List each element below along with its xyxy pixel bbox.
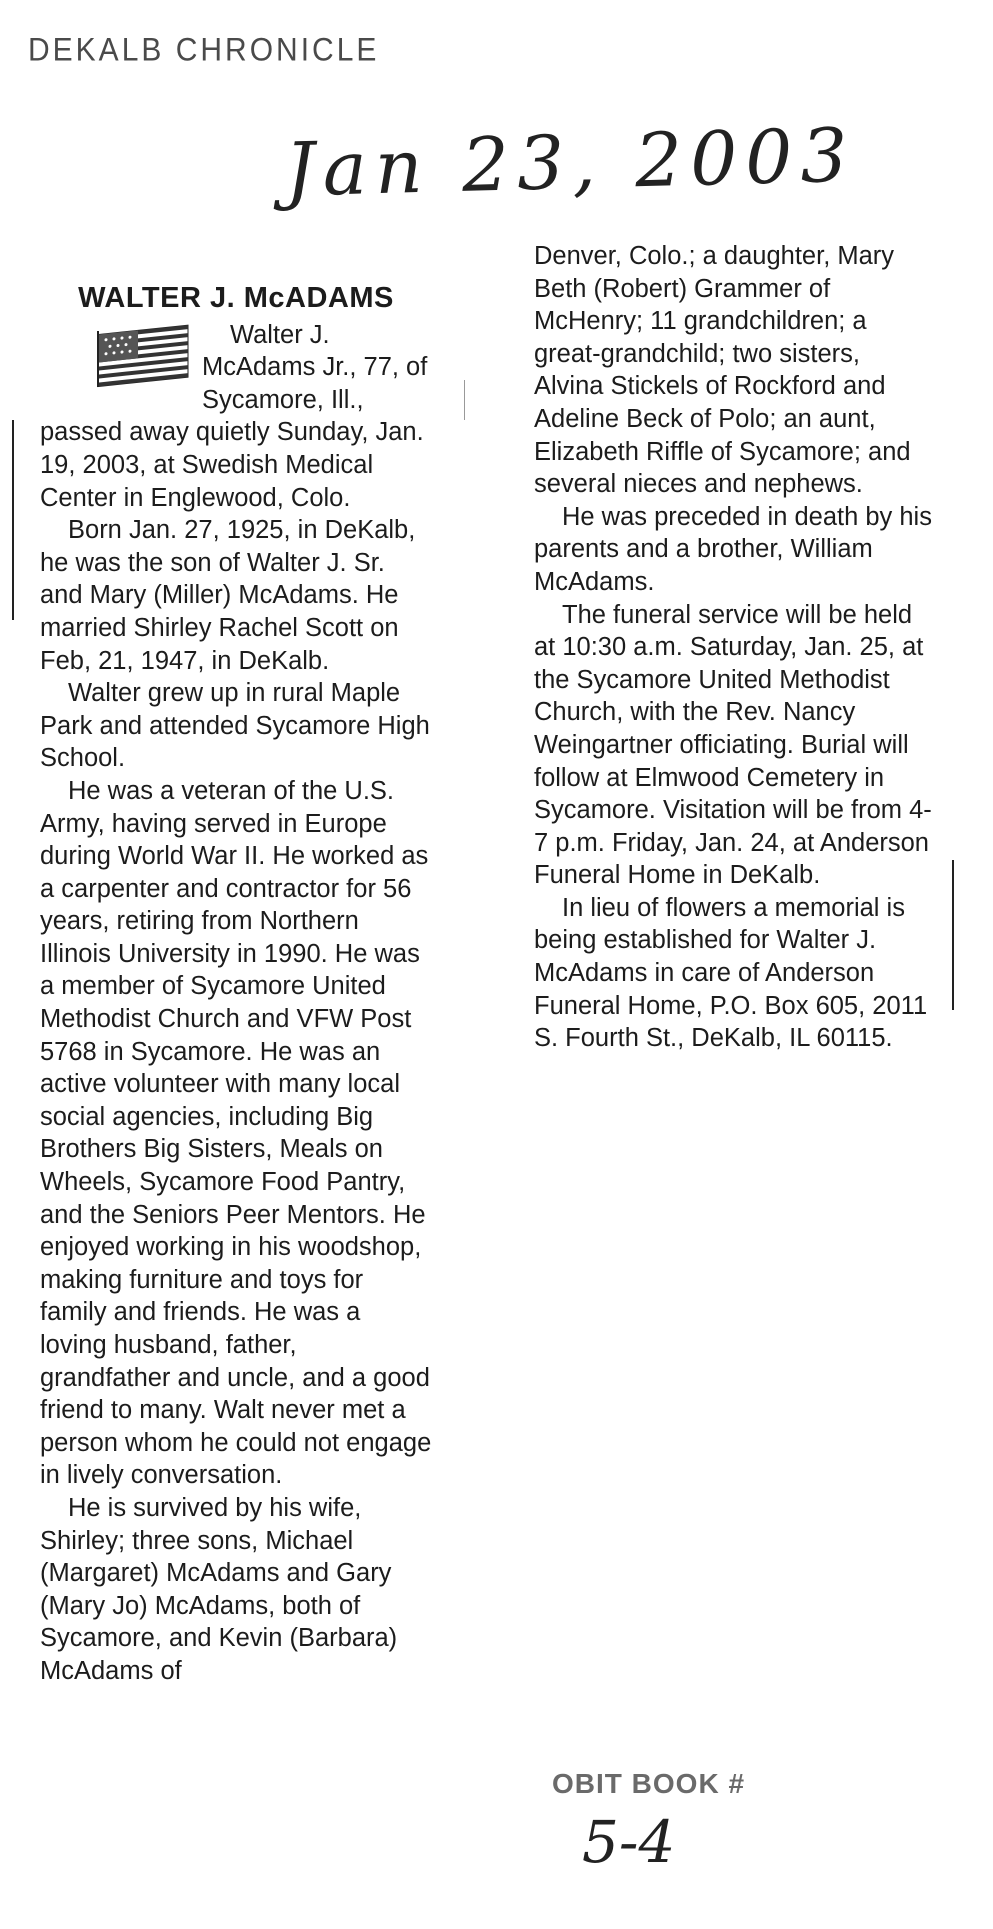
column-divider-rule (464, 380, 465, 420)
obituary-paragraph: The funeral service will be held at 10:30 a.m. Saturday, Jan. 25, at the Sycamore United Methodist Church, with the Rev. Nancy Weingartner officiating. Burial will follow at Elmwood Cemetery in Sycamore. Visitation will be from 4-7 p.m. Friday, Jan. 24, at Anderson Funeral Home in DeKalb. (534, 600, 932, 890)
obituary-headline: WALTER J. McADAMS (78, 282, 394, 314)
left-margin-rule (12, 420, 14, 620)
handwritten-date: Jan 23, 2003 (283, 112, 857, 214)
obituary-column-1 (40, 282, 432, 1688)
obituary-paragraph: He was preceded in death by his parents and a brother, William McAdams. (534, 502, 932, 596)
obituary-paragraph: He was a veteran of the U.S. Army, having served in Europe during World War II. He worked as a carpenter and contractor for 56 years, retiring from Northern Illinois University in 1990. He was a member of Sycamore United Methodist Church and VFW Post 5768 in Sycamore. He was an active volunteer with many local social agencies, including Big Brothers Big Sisters, Meals on Wheels, Sycamore Food Pantry, and the Seniors Peer Mentors. He enjoyed working in his woodshop, making furniture and toys for family and friends. He was a loving husband, father, grandfather and uncle, and a good friend to many. Walt never met a person whom he could not engage in lively conversation. (40, 776, 432, 1490)
obit-book-label: OBIT BOOK # (552, 1768, 746, 1799)
obituary-paragraph: He is survived by his wife, Shirley; three sons, Michael (Margaret) McAdams and Gary (Mary Jo) McAdams, both of Sycamore, and Kevin (Barbara) McAdams of (40, 1493, 398, 1685)
right-margin-rule (952, 860, 954, 1010)
newspaper-stamp: DEKALB CHRONICLE (28, 32, 380, 69)
obituary-paragraph: In lieu of flowers a memorial is being established for Walter J. McAdams in care of Anderson Funeral Home, P.O. Box 605, 2011 S. Fourth St., DeKalb, IL 60115. (534, 893, 928, 1053)
obituary-paragraph: Walter grew up in rural Maple Park and attended Sycamore High School. (40, 679, 430, 773)
obit-book-number: 5-4 (582, 1808, 676, 1876)
obituary-paragraph: Born Jan. 27, 1925, in DeKalb, he was the son of Walter J. Sr. and Mary (Miller) McAdams. He married Shirley Rachel Scott on Feb, 21, 1947, in DeKalb. (40, 516, 416, 675)
obituary-paragraph: Denver, Colo.; a daughter, Mary Beth (Robert) Grammer of McHenry; 11 grandchildren; a great-grandchild; two sisters, Alvina Stickels of Rockford and Adeline Beck of Polo; an aunt, Elizabeth Riffle of Sycamore; and several nieces and nephews. (534, 242, 911, 499)
obituary-paragraph: Walter J. McAdams Jr., 77, of Sycamore, Ill., passed away quietly Sunday, Jan. 19, 2003, at Swedish Medical Center in Englewood, Colo. (40, 320, 428, 512)
american-flag-icon (94, 323, 192, 389)
obituary-column-2 (534, 240, 934, 1055)
